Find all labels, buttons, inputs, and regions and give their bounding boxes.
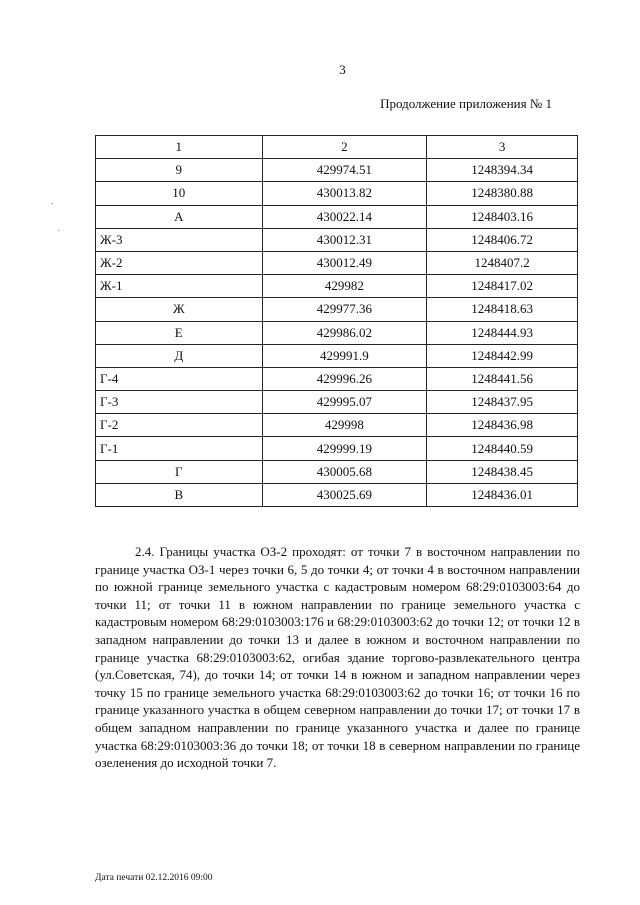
page-number: 3 (339, 62, 346, 77)
table-row (96, 437, 578, 460)
scan-speck: . (51, 196, 54, 207)
x-coordinate-cell: 429995.07 (262, 391, 427, 414)
table-row (96, 460, 578, 483)
table-row (96, 321, 578, 344)
appendix-title: Продолжение приложения № 1 (380, 96, 552, 111)
point-cell: Ж-2 (96, 251, 263, 274)
x-coordinate-cell: 429996.26 (262, 367, 427, 390)
y-coordinate-cell: 1248406.72 (427, 228, 578, 251)
y-coordinate-cell: 1248394.34 (427, 159, 578, 182)
point-cell: Г-3 (96, 391, 263, 414)
y-coordinate-cell: 1248407.2 (427, 251, 578, 274)
table-row (96, 483, 578, 506)
table-row (96, 205, 578, 228)
x-coordinate-cell: 430022.14 (262, 205, 427, 228)
point-cell: А (96, 205, 263, 228)
point-cell: В (96, 483, 263, 506)
x-coordinate-cell: 429999.19 (262, 437, 427, 460)
coordinates-table (95, 135, 578, 507)
table-body (96, 159, 578, 507)
table-row (96, 159, 578, 182)
column-header: 2 (262, 136, 427, 159)
table-row (96, 298, 578, 321)
x-coordinate-cell: 429986.02 (262, 321, 427, 344)
table-row (96, 391, 578, 414)
y-coordinate-cell: 1248437.95 (427, 391, 578, 414)
point-cell: Г (96, 460, 263, 483)
y-coordinate-cell: 1248442.99 (427, 344, 578, 367)
point-cell: Г-4 (96, 367, 263, 390)
table-row (96, 367, 578, 390)
x-coordinate-cell: 430012.31 (262, 228, 427, 251)
y-coordinate-cell: 1248403.16 (427, 205, 578, 228)
x-coordinate-cell: 430013.82 (262, 182, 427, 205)
scan-speck: · (57, 226, 61, 237)
point-cell: Г-2 (96, 414, 263, 437)
table-row (96, 228, 578, 251)
y-coordinate-cell: 1248440.59 (427, 437, 578, 460)
x-coordinate-cell: 429991.9 (262, 344, 427, 367)
x-coordinate-cell: 430012.49 (262, 251, 427, 274)
table-row (96, 344, 578, 367)
y-coordinate-cell: 1248441.56 (427, 367, 578, 390)
point-cell: Д (96, 344, 263, 367)
point-cell: Г-1 (96, 437, 263, 460)
y-coordinate-cell: 1248418.63 (427, 298, 578, 321)
y-coordinate-cell: 1248436.98 (427, 414, 578, 437)
point-cell: Ж-1 (96, 275, 263, 298)
table-row (96, 414, 578, 437)
x-coordinate-cell: 430005.68 (262, 460, 427, 483)
point-cell: Ж-3 (96, 228, 263, 251)
x-coordinate-cell: 429982 (262, 275, 427, 298)
x-coordinate-cell: 430025.69 (262, 483, 427, 506)
table-row (96, 275, 578, 298)
table-row (96, 182, 578, 205)
point-cell: 10 (96, 182, 263, 205)
y-coordinate-cell: 1248438.45 (427, 460, 578, 483)
column-header: 3 (427, 136, 578, 159)
x-coordinate-cell: 429977.36 (262, 298, 427, 321)
y-coordinate-cell: 1248380.88 (427, 182, 578, 205)
point-cell: Ж (96, 298, 263, 321)
point-cell: 9 (96, 159, 263, 182)
column-header: 1 (96, 136, 263, 159)
point-cell: Е (96, 321, 263, 344)
x-coordinate-cell: 429998 (262, 414, 427, 437)
y-coordinate-cell: 1248436.01 (427, 483, 578, 506)
boundary-description-paragraph: 2.4. Границы участка ОЗ-2 проходят: от точки 7 в восточном направлении по границе участка ОЗ-1 через точки 6, 5 до точки 4; от точки 4 в восточном направлении по южной границе земельного участка с кадастровым номером 68:29:0103003:64 до точки 11; от точки 11 в южном направлении по границе земельного участка с кадастровым номером 68:29:0103003:176 и 68:29:0103003:62 до точки 12; от точки 12 в западном направлении до точки 13 и далее в южном и восточном направлении по границе участка 68:29:0103003:62, огибая здание торгово-развлекательного центра (ул.Советская, 74), до точки 14; от точки 14 в южном и западном направлении через точку 15 по границе земельного участка 68:29:0103003:62 до точки 16; от точки 16 по границе указанного участка в общем северном направлении до точки 17; от точки 17 в общем западном направлении по границе указанного участка и далее по границе участка 68:29:0103003:36 до точки 18; от точки 18 в северном направлении по границе озеленения до исходной точки 7. (95, 544, 580, 771)
x-coordinate-cell: 429974.51 (262, 159, 427, 182)
y-coordinate-cell: 1248417.02 (427, 275, 578, 298)
y-coordinate-cell: 1248444.93 (427, 321, 578, 344)
table-header-row (96, 136, 578, 159)
table-row (96, 251, 578, 274)
print-date-footer: Дата печати 02.12.2016 09:00 (95, 873, 213, 883)
